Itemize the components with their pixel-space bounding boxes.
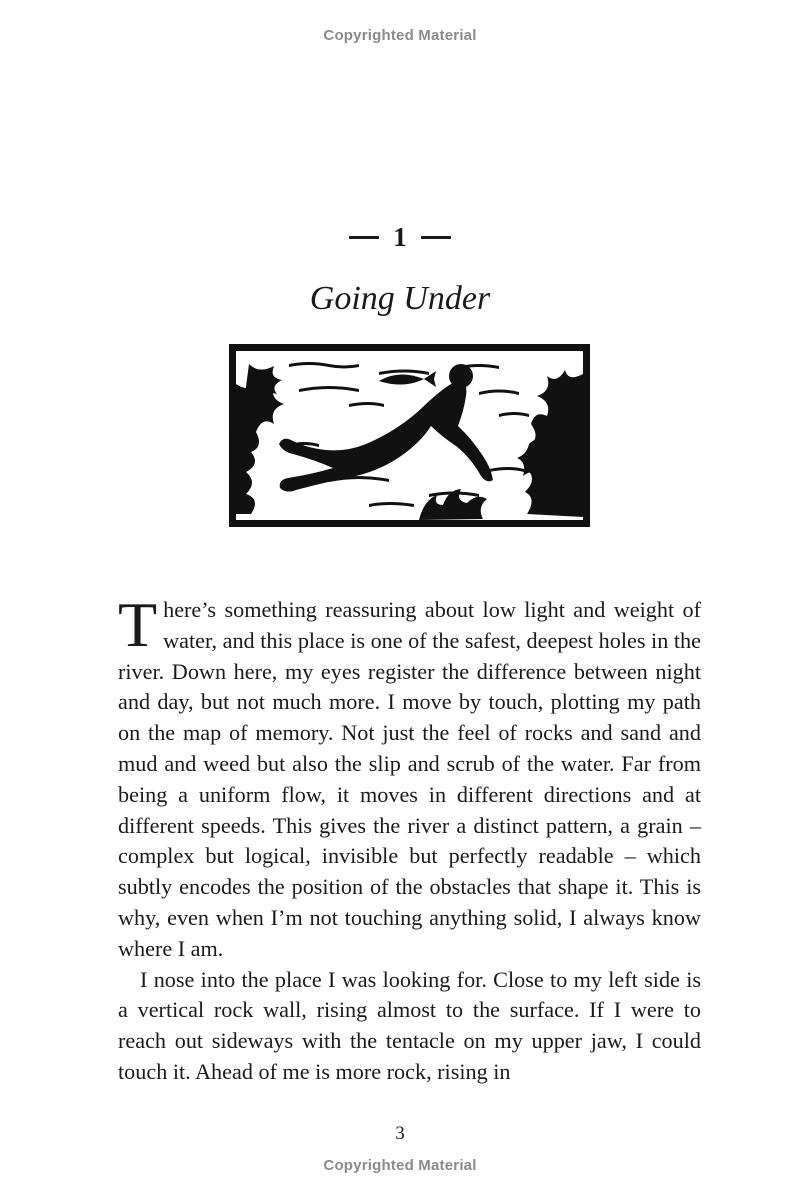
dash-right	[421, 236, 451, 239]
chapter-number: 1	[393, 222, 407, 252]
chapter-heading	[0, 222, 800, 253]
drop-cap: T	[118, 589, 158, 660]
page-number: 3	[395, 1123, 405, 1144]
chapter-title: Going Under	[309, 280, 491, 317]
woodcut-illustration	[229, 344, 590, 527]
paragraph-2: I nose into the place I was looking for. Close to my left side is a vertical rock wall, rising almost to the surface. If I were to reach out sideways with the tentacle on my upper jaw, I could touch it. Ahead of me is more rock, rising in	[118, 966, 701, 1084]
paragraph-1	[118, 589, 701, 965]
copyright-watermark-top: Copyrighted Material	[323, 27, 477, 44]
dash-left	[349, 236, 379, 239]
copyright-watermark-bottom: Copyrighted Material	[323, 1157, 477, 1174]
body-text	[118, 589, 701, 1088]
paragraph-1-text: here’s something reassuring about low light and weight of water, and this place is one of the safest, deepest holes in the river. Down here, my eyes register the difference between night and day, but not much more. I move by touch, plotting my path on the map of memory. Not just the feel of rocks and sand and mud and weed but also the slip and scrub of the water. Far from being a uniform flow, it moves in different directions and at different speeds. This gives the river a distinct pattern, a grain – complex but logical, invisible but perfectly readable – which subtly encodes the position of the obstacles that shape it. This is why, even when I’m not touching anything solid, I always know where I am.	[118, 597, 701, 961]
